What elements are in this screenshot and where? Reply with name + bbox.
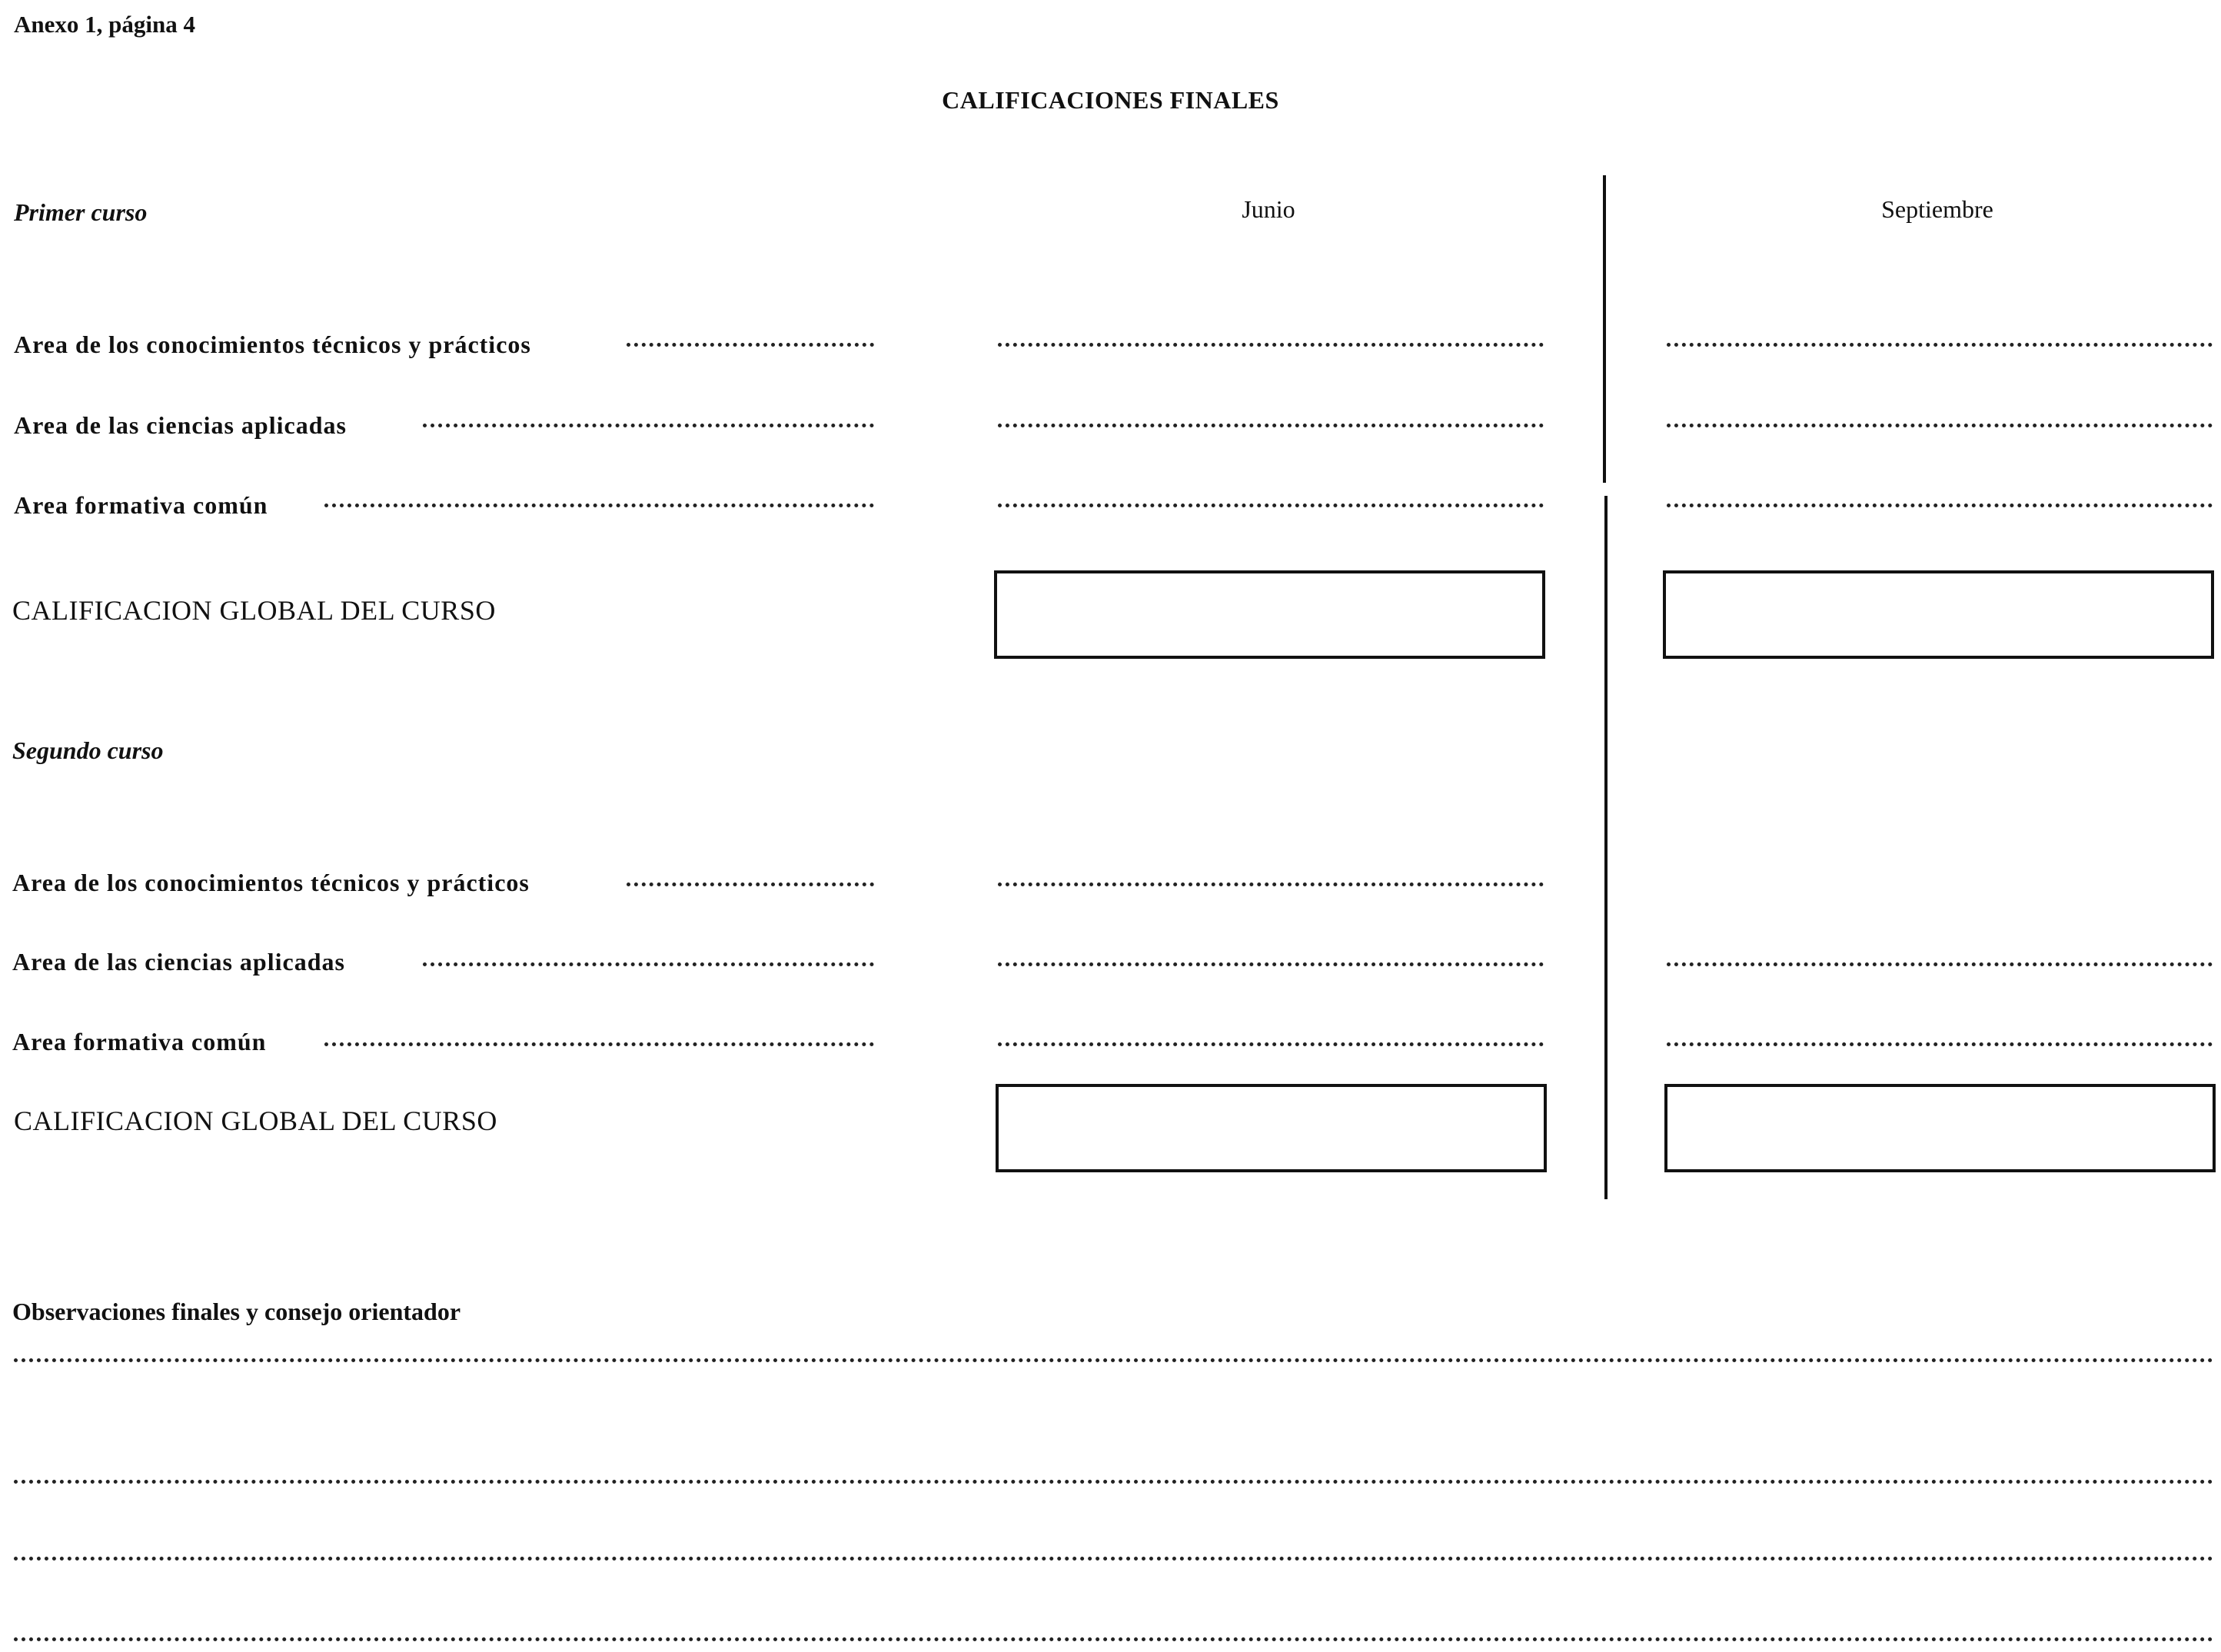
second-course-row-technical-label: Area de los conocimientos técnicos y prácticos: [12, 869, 530, 896]
second-course-row-common-june-field[interactable]: [998, 1042, 1544, 1046]
first-course-row-sciences-june-field[interactable]: [998, 424, 1544, 427]
first-course-row-sciences-september-field[interactable]: [1667, 424, 2213, 427]
first-course-global-september-box[interactable]: [1663, 570, 2214, 659]
second-course-row-common-label: Area formativa común: [12, 1028, 267, 1055]
first-course-global-label: CALIFICACION GLOBAL DEL CURSO: [12, 595, 496, 626]
second-course-row-sciences-june-field[interactable]: [998, 962, 1544, 966]
page-header: Anexo 1, página 4: [14, 11, 195, 38]
first-course-row-common-label: Area formativa común: [14, 491, 268, 519]
column-june-heading: Junio: [1242, 195, 1295, 223]
first-course-row-common-june-field[interactable]: [998, 504, 1544, 507]
second-course-row-common-leader: [324, 1042, 874, 1046]
page-title: CALIFICACIONES FINALES: [942, 86, 1279, 114]
column-september-heading: Septiembre: [1881, 195, 1993, 223]
first-course-row-sciences-leader: [423, 424, 874, 427]
first-course-row-technical-september-field[interactable]: [1667, 343, 2213, 347]
observations-line-3[interactable]: [14, 1557, 2214, 1561]
second-course-row-sciences-leader: [423, 962, 874, 966]
first-course-row-common-leader: [324, 504, 874, 507]
column-divider-lower: [1604, 496, 1608, 1199]
second-course-row-technical-leader: [627, 883, 874, 886]
observations-line-2[interactable]: [14, 1480, 2214, 1484]
first-course-global-june-box[interactable]: [994, 570, 1545, 659]
first-course-row-technical-label: Area de los conocimientos técnicos y prácticos: [14, 331, 531, 358]
first-course-row-sciences-label: Area de las ciencias aplicadas: [14, 411, 347, 439]
second-course-global-june-box[interactable]: [996, 1084, 1547, 1172]
second-course-row-technical-june-field[interactable]: [998, 883, 1544, 886]
first-course-row-technical-leader: [627, 343, 874, 347]
first-course-row-common-september-field[interactable]: [1667, 504, 2213, 507]
second-course-row-sciences-september-field[interactable]: [1667, 962, 2213, 966]
second-course-row-sciences-label: Area de las ciencias aplicadas: [12, 948, 345, 976]
observations-line-1[interactable]: [14, 1358, 2214, 1362]
second-course-global-september-box[interactable]: [1664, 1084, 2216, 1172]
observations-line-4[interactable]: [14, 1637, 2214, 1641]
second-course-global-label: CALIFICACION GLOBAL DEL CURSO: [14, 1105, 497, 1136]
observations-label: Observaciones finales y consejo orientador: [12, 1298, 461, 1325]
second-course-heading: Segundo curso: [12, 736, 164, 764]
first-course-heading: Primer curso: [14, 198, 148, 226]
second-course-row-common-september-field[interactable]: [1667, 1042, 2213, 1046]
first-course-row-technical-june-field[interactable]: [998, 343, 1544, 347]
column-divider-upper: [1603, 175, 1606, 483]
